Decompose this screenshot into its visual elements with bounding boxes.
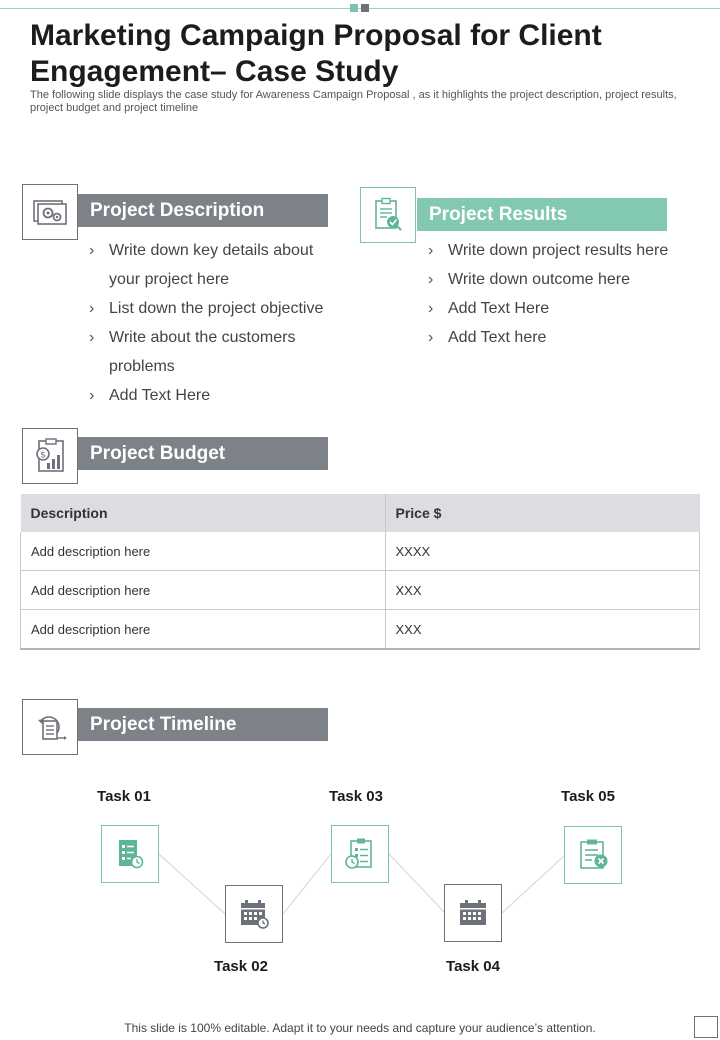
- task-01-label: Task 01: [97, 788, 151, 805]
- list-item: › Write down project results here: [428, 236, 698, 265]
- clipboard-list-clock-icon: [331, 825, 389, 883]
- task-02-label: Task 02: [214, 958, 268, 975]
- project-description-heading: Project Description: [78, 194, 328, 227]
- list-item: › Write down key details about your project here: [89, 236, 339, 294]
- list-item: › Write down outcome here: [428, 265, 698, 294]
- task-03-label: Task 03: [329, 788, 383, 805]
- column-header-price: Price $: [385, 494, 700, 532]
- list-item: › Add Text here: [428, 323, 698, 352]
- project-timeline-heading: Project Timeline: [78, 708, 328, 741]
- checklist-clock-icon: [101, 825, 159, 883]
- page-title: Marketing Campaign Proposal for Client Engagement– Case Study: [30, 19, 602, 88]
- footer-note: This slide is 100% editable. Adapt it to your needs and capture your audience’s attention.: [124, 1021, 596, 1035]
- budget-description-cell: Add description here: [21, 532, 386, 571]
- calendar-icon: [444, 884, 502, 942]
- column-header-description: Description: [21, 494, 386, 532]
- calendar-clock-icon: [225, 885, 283, 943]
- budget-description-cell: Add description here: [21, 571, 386, 610]
- page-subtitle: The following slide displays the case study for Awareness Campaign Proposal , as it highlights the project description, project results, project budget and project timeline: [30, 89, 677, 114]
- task-05-label: Task 05: [561, 788, 615, 805]
- budget-price-cell: XXXX: [385, 532, 700, 571]
- clipboard-x-icon: [564, 826, 622, 884]
- list-item: › Add Text Here: [428, 294, 698, 323]
- corner-box: [694, 1016, 718, 1038]
- budget-price-cell: XXX: [385, 571, 700, 610]
- task-04-label: Task 04: [446, 958, 500, 975]
- list-item: › List down the project objective: [89, 294, 339, 323]
- project-results-heading: Project Results: [417, 198, 667, 231]
- list-item: › Add Text Here: [89, 381, 339, 410]
- list-item: › Write about the customers problems: [89, 323, 339, 381]
- budget-price-cell: XXX: [385, 610, 700, 650]
- svg-text:$: $: [40, 450, 46, 461]
- project-budget-heading: Project Budget: [78, 437, 328, 470]
- budget-description-cell: Add description here: [21, 610, 386, 650]
